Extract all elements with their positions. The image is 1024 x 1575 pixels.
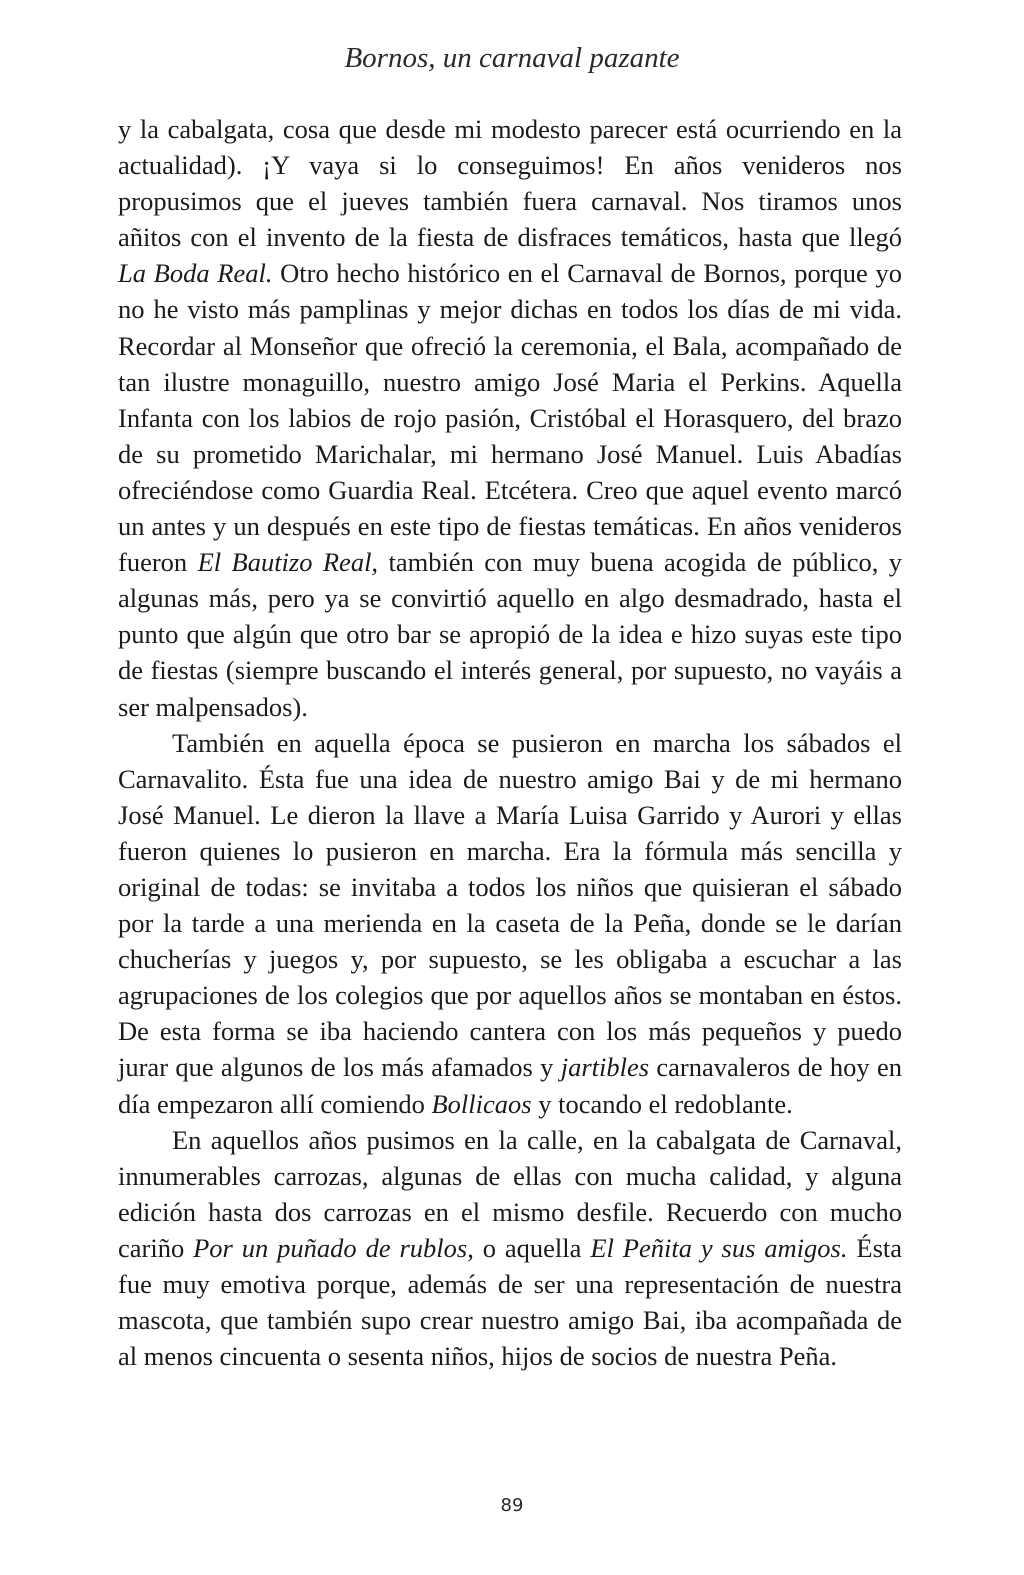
text-segment: En aquellos años pusimos en la calle, en la cabalgata de Carnaval, innumerables carrozas, algunas de ellas con mucha calidad, y alguna edición hasta dos carrozas en el mismo desfile. Recuerdo con mucho cariño (118, 1124, 902, 1263)
text-segment: y tocando el redoblante. (531, 1088, 793, 1119)
text-segment: y la cabalgata, cosa que desde mi modesto parecer está ocurriendo en la actualidad). ¡Y vaya si lo conseguimos! En años venideros nos propusimos que el jueves también fuera carnaval. Nos tiramos unos añitos con el invento de la fiesta de disfraces temáticos, hasta que llegó (118, 114, 902, 253)
paragraph-1 (118, 111, 902, 725)
text-segment: carnavaleros de hoy en día empezaron allí comiendo (118, 1052, 902, 1119)
text-segment: Ésta fue muy emotiva porque, además de ser una representación de nuestra mascota, que también supo crear nuestro amigo Bai, iba acompañada de al menos cincuenta o sesenta niños, hijos de socios de nuestra Peña. (118, 1232, 903, 1372)
italic-word-bollicaos: Bollicaos (431, 1088, 532, 1119)
text-segment: Otro hecho histórico en el Carnaval de Bornos, porque yo no he visto más pamplinas y mejor dichas en todos los días de mi vida. Recordar al Monseñor que ofreció la ceremonia, el Bala, acompañado de tan ilustre monaguillo, nuestro amigo José Maria el Perkins. Aquella Infanta con los labios de rojo pasión, Cristóbal el Horasquero, del brazo de su prometido Marichalar, mi hermano José Manuel. Luis Abadías ofreciéndose como Guardia Real. Etcétera. Creo que aquel evento marcó un antes y un después en este tipo de fiestas temáticas. En años venideros fueron (118, 258, 902, 578)
italic-title-por-un-punado-de-rublos: Por un puñado de rublos (193, 1232, 468, 1263)
paragraph-2 (118, 725, 902, 1122)
running-header: Bornos, un carnaval pazante (344, 42, 680, 74)
italic-title-el-penita-y-sus-amigos: El Peñita y sus amigos. (590, 1232, 848, 1263)
text-segment: También en aquella época se pusieron en marcha los sábados el Carnavalito. Ésta fue una idea de nuestro amigo Bai y de mi hermano José Manuel. Le dieron la llave a María Luisa Garrido y Aurori y ellas fueron quienes lo pusieron en marcha. Era la fórmula más sencilla y original de todas: se invitaba a todos los niños que quisieran el sábado por la tarde a una merienda en la caseta de la Peña, donde se le darían chucherías y juegos y, por supuesto, se les obligaba a escuchar a las agrupaciones de los colegios que por aquellos años se montaban en éstos. De esta forma se iba haciendo cantera con los más pequeños y puedo jurar que algunos de los más afamados y (118, 727, 902, 1083)
italic-title-la-boda-real: La Boda Real. (118, 258, 273, 289)
body-text (118, 111, 902, 1374)
text-segment: , o aquella (467, 1232, 591, 1263)
paragraph-3 (118, 1122, 902, 1375)
italic-word-jartibles: jartibles (560, 1052, 650, 1083)
page-number: 89 (500, 1495, 524, 1516)
text-segment: también con muy buena acogida de público, y algunas más, pero ya se convirtió aquello en algo desmadrado, hasta el punto que algún que otro bar se apropió de la idea e hizo suyas este tipo de fiestas (siempre buscando el interés general, por supuesto, no vayáis a ser malpensados). (118, 547, 902, 722)
italic-title-el-bautizo-real: El Bautizo Real, (197, 547, 379, 578)
